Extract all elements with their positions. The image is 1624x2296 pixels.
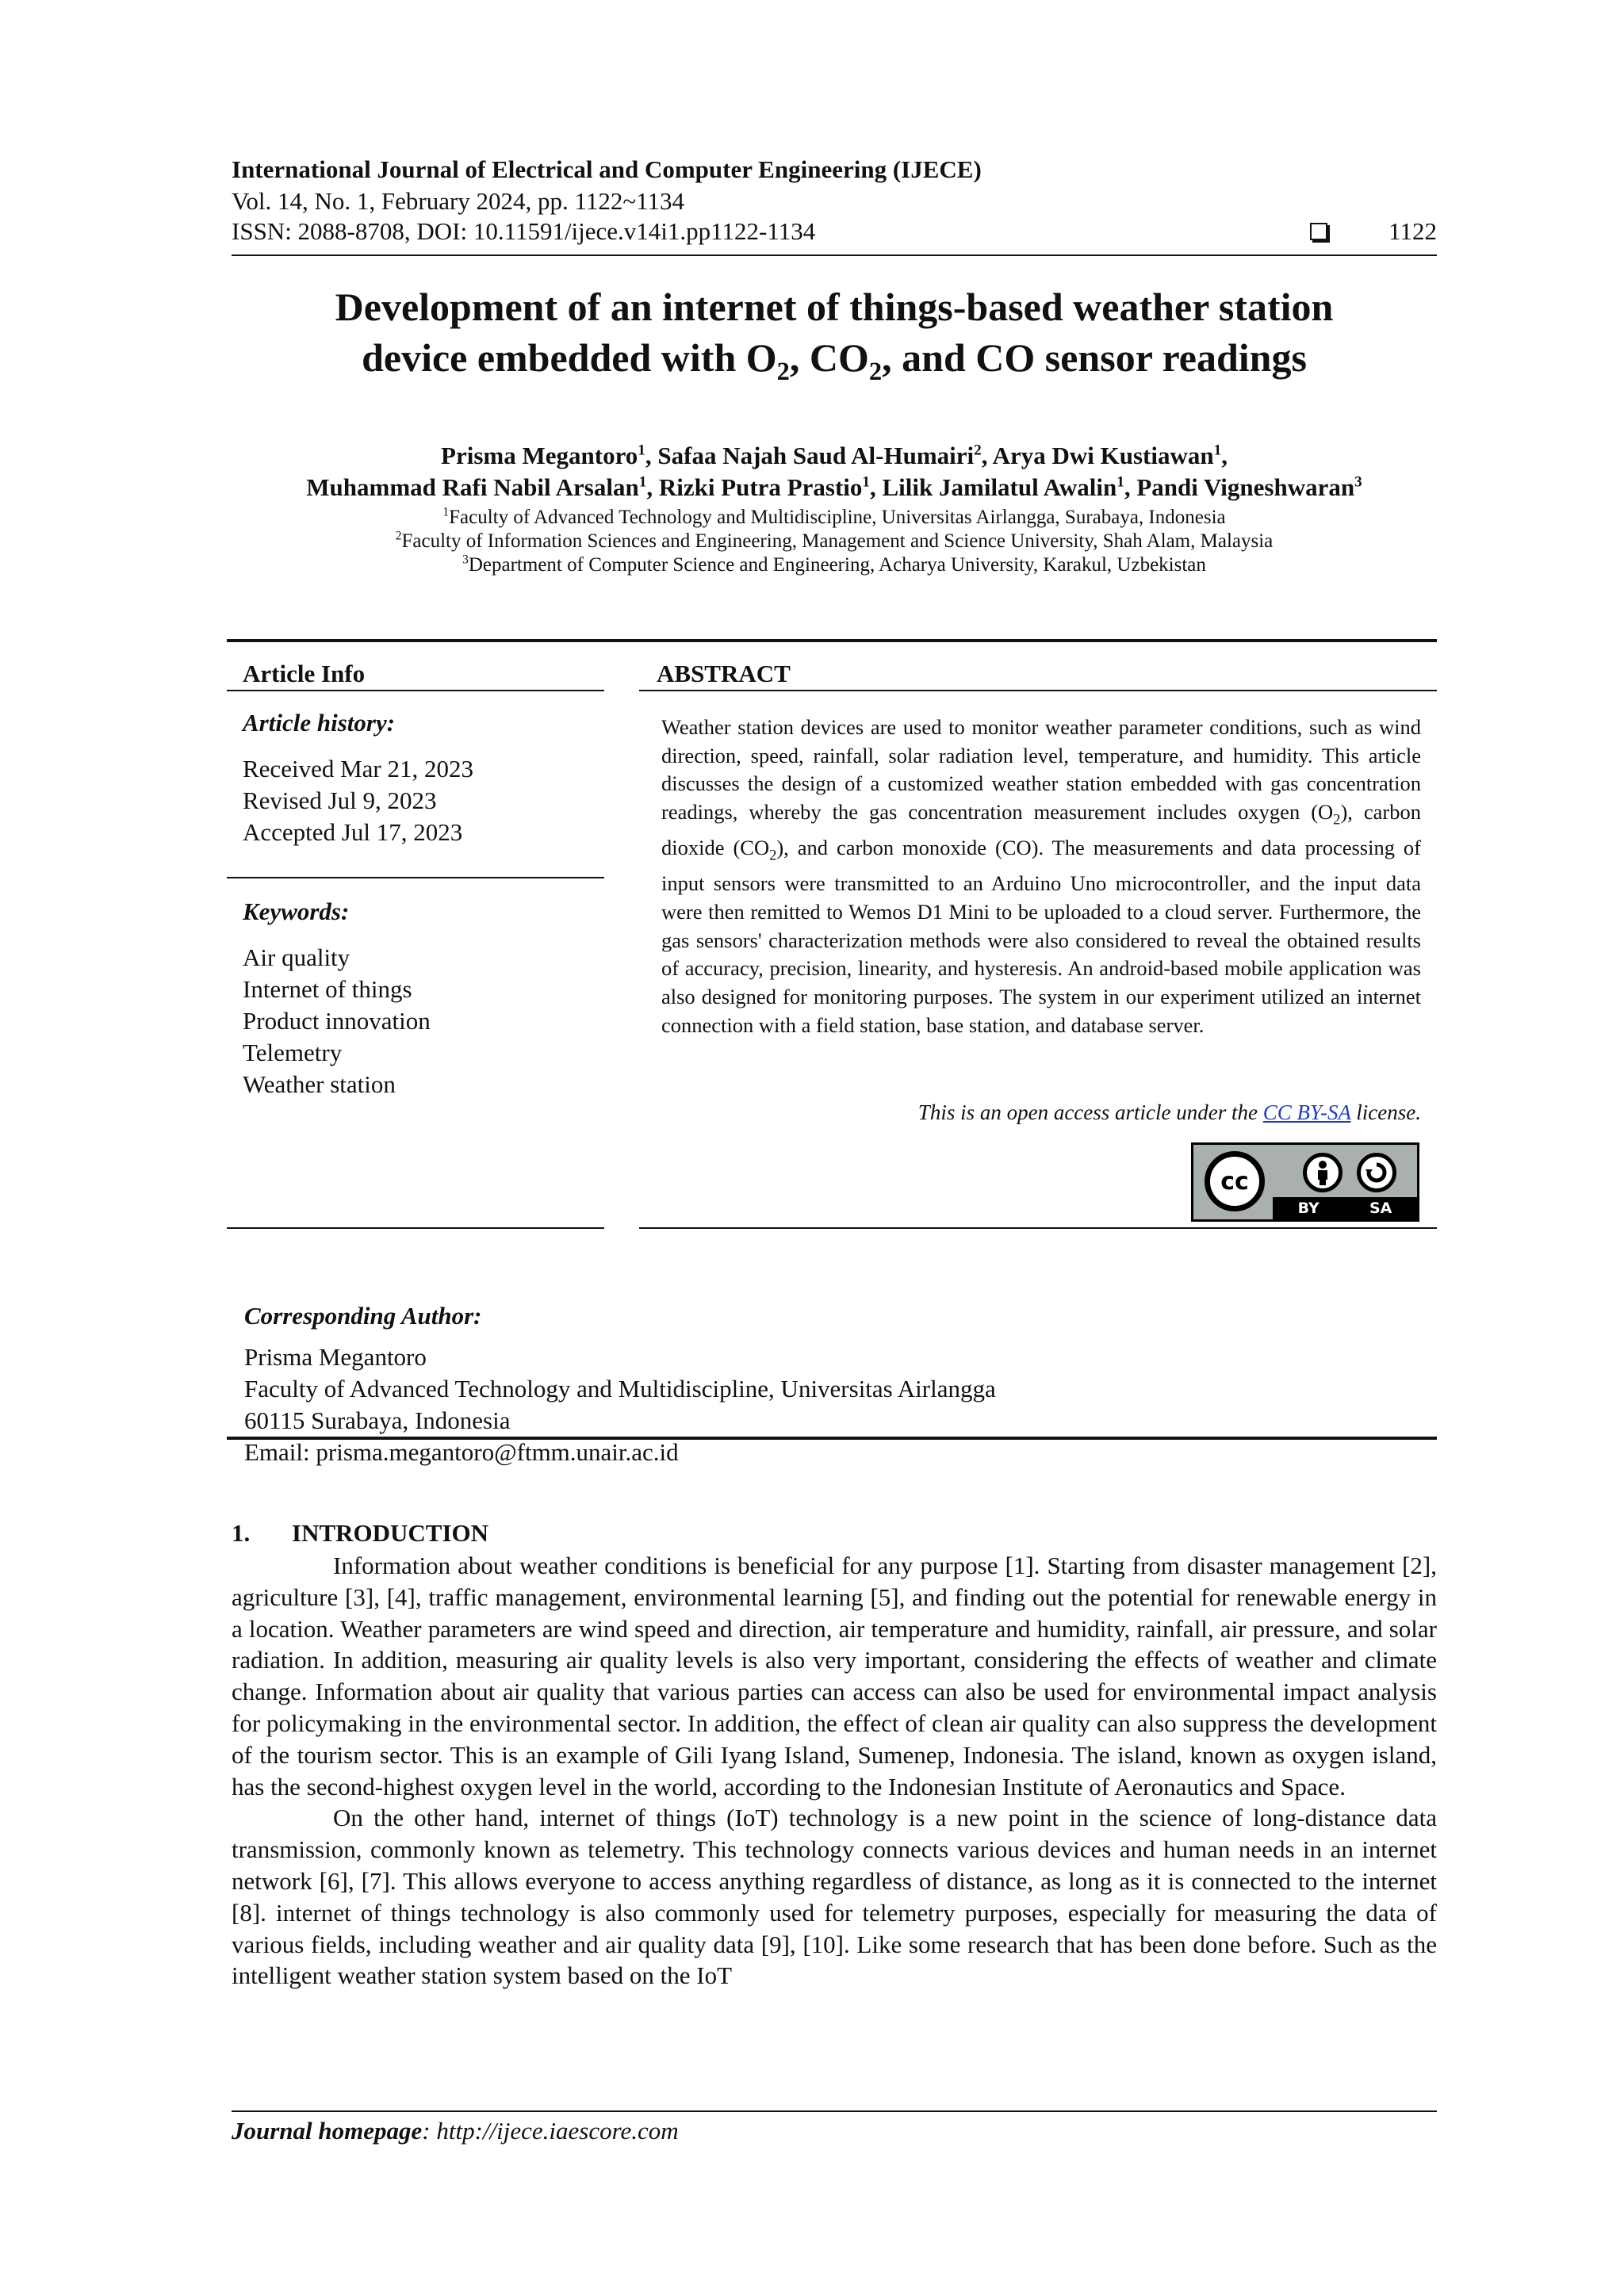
open-access-notice: This is an open access article under the CC BY-SA license. [917,1100,1421,1124]
keyword: Internet of things [243,975,412,1003]
cc-sa-label: SA [1369,1200,1392,1217]
author-name: Rizki Putra Prastio [658,473,863,501]
history-revised: Revised Jul 9, 2023 [243,786,437,814]
author-line-2: Muhammad Rafi Nabil Arsalan$^1$, Rizki Putra Prastio$^1$, Lilik Jamilatul Awalin$^1$, Pandi Vigneshwaran$^3$ [306,473,1362,501]
author-name: Arya Dwi Kustiawan [992,442,1214,469]
corresponding-author-name: Prisma Megantoro [244,1343,427,1371]
history-keywords-rule [227,877,604,878]
section-title: INTRODUCTION [292,1519,489,1547]
author-name: Muhammad Rafi Nabil Arsalan [306,473,639,501]
abstract-rule [639,690,1437,691]
keyword: Product innovation [243,1007,431,1035]
affiliation-2: $^2$Faculty of Information Sciences and Engineering, Management and Science University, Shah Alam, Malaysia [395,529,1274,552]
article-info-rule [227,690,604,691]
page-number: 1122 [1388,217,1437,245]
title-line-2: device embedded with $O_2$, $CO_2$, and CO sensor readings [362,335,1307,386]
share-alike-icon [1357,1153,1396,1192]
cc-logo-icon: cc [1205,1151,1265,1211]
introduction-paragraph-2: On the other hand, internet of things (IoT) technology is a new point in the science of long-distance data transmission, commonly known as telemetry. This technology connects various devices and human needs in an internet network [6], [7]. This allows everyone to access anything regardless of distance, as long as it is connected to the internet [8]. internet of things technology is also commonly used for telemetry purposes, especially for measuring the data of various fields, including weather and air quality data [9], [10]. Like some research that has been done before. Such as the intelligent weather station system based on the IoT [232,1804,1437,1990]
homepage-url[interactable]: http://ijece.iaescore.com [436,2117,679,2145]
corresponding-author [244,1300,996,1468]
abstract-heading: ABSTRACT [657,660,791,687]
header-divider [232,254,1437,256]
license-link[interactable]: CC BY-SA [1262,1100,1351,1124]
author-name: Pandi Vigneshwaran [1136,473,1355,501]
abstract-text: Weather station devices are used to monitor weather parameter conditions, such as wind direction, speed, rainfall, solar radiation level, temperature, and humidity. This article discusses the design of a customized weather station embedded with gas concentration readings, whereby the gas concentration measurement includes oxygen $(O_2)$, carbon dioxide $(CO_2)$, and carbon monoxide (CO). The measurements and data processing of input sensors were transmitted to an Arduino Uno microcontroller, and the input data were then remitted to Wemos D1 Mini to be uploaded to a cloud server. Furthermore, the gas sensors' characterization methods were also considered to reveal the obtained results of accuracy, precision, linearity, and hysteresis. An android-based mobile application was also designed for monitoring purposes. The system in our experiment utilized an internet connection with a field station, base station, and database server. [661,715,1421,1037]
article-history-label: Article history: [243,709,396,737]
author-name: Prisma Megantoro [441,442,638,469]
keyword: Telemetry [243,1039,343,1066]
keywords-list [243,942,431,1100]
corresponding-author-label: Corresponding Author: [244,1302,482,1330]
section-heading-introduction [232,1519,488,1548]
introduction-paragraph-1: Information about weather conditions is beneficial for any purpose [1]. Starting from disaster management [2], agriculture [3], [4], traffic management, environmental learning [5], and finding out the potential for renewable energy in a location. Weather parameters are wind speed and direction, air temperature and humidity, rainfall, air pressure, and solar radiation. In addition, measuring air quality levels is also very important, considering the effects of weather and climate change. Information about air quality that various parties can access can also be used for environmental impact analysis for policymaking in the environmental sector. In addition, the effect of clean air quality can also suppress the development of the tourism sector. This is an example of Gili Iyang Island, Sumenep, Indonesia. The island, known as oxygen island, has the second-highest oxygen level in the world, according to the Indonesian Institute of Aeronautics and Space. [232,1552,1437,1800]
journal-homepage-footer: Journal homepage: http://ijece.iaescore.com [232,2117,679,2145]
square-bullet-icon [1310,223,1327,240]
info-box-top-rule [227,639,1437,642]
attribution-person-icon [1303,1153,1342,1192]
abstract-bottom-rule [639,1227,1437,1229]
section-number: 1. [232,1519,251,1547]
journal-issn-doi: ISSN: 2088-8708, DOI: 10.11591/ijece.v14i1.pp1122-1134 [232,217,816,245]
page-number-group [1310,217,1437,246]
author-line-1: Prisma Megantoro$^1$, Safaa Najah Saud Al-Humairi$^2$, Arya Dwi Kustiawan$^1$, [441,442,1228,469]
article-history-list [243,753,473,848]
corresponding-author-affiliation: Faculty of Advanced Technology and Multidiscipline, Universitas Airlangga [244,1375,996,1402]
keywords-label: Keywords: [243,897,350,925]
keywords-bottom-rule [227,1227,604,1229]
homepage-label: Journal homepage [232,2117,423,2145]
corresponding-author-address: 60115 Surabaya, Indonesia [244,1406,511,1434]
affiliation-1: $^1$Faculty of Advanced Technology and Multidiscipline, Universitas Airlangga, Surabaya, Indonesia [442,505,1226,528]
cc-license-strip [1273,1197,1417,1219]
affiliation-3: $^3$Department of Computer Science and Engineering, Acharya University, Karakul, Uzbekistan [462,553,1206,576]
corresponding-author-email: Email: prisma.megantoro@ftmm.unair.ac.id [244,1438,679,1466]
keyword: Weather station [243,1070,396,1098]
keyword: Air quality [243,943,350,971]
author-list [232,440,1437,503]
history-accepted: Accepted Jul 17, 2023 [243,818,463,846]
journal-volume: Vol. 14, No. 1, February 2024, pp. 1122~1134 [232,187,685,215]
introduction-body [232,1550,1437,1992]
paper-title [232,281,1437,397]
article-info-heading: Article Info [243,660,366,687]
title-line-1: Development of an internet of things-based weather station [335,285,1334,329]
author-name: Lilik Jamilatul Awalin [882,473,1117,501]
history-received: Received Mar 21, 2023 [243,755,473,783]
author-name: Safaa Najah Saud Al-Humairi [657,442,975,469]
cc-by-sa-badge[interactable] [1191,1142,1419,1222]
journal-name: International Journal of Electrical and Computer Engineering (IJECE) [232,155,982,183]
cc-by-label: BY [1297,1200,1320,1217]
footer-divider [232,2110,1437,2112]
